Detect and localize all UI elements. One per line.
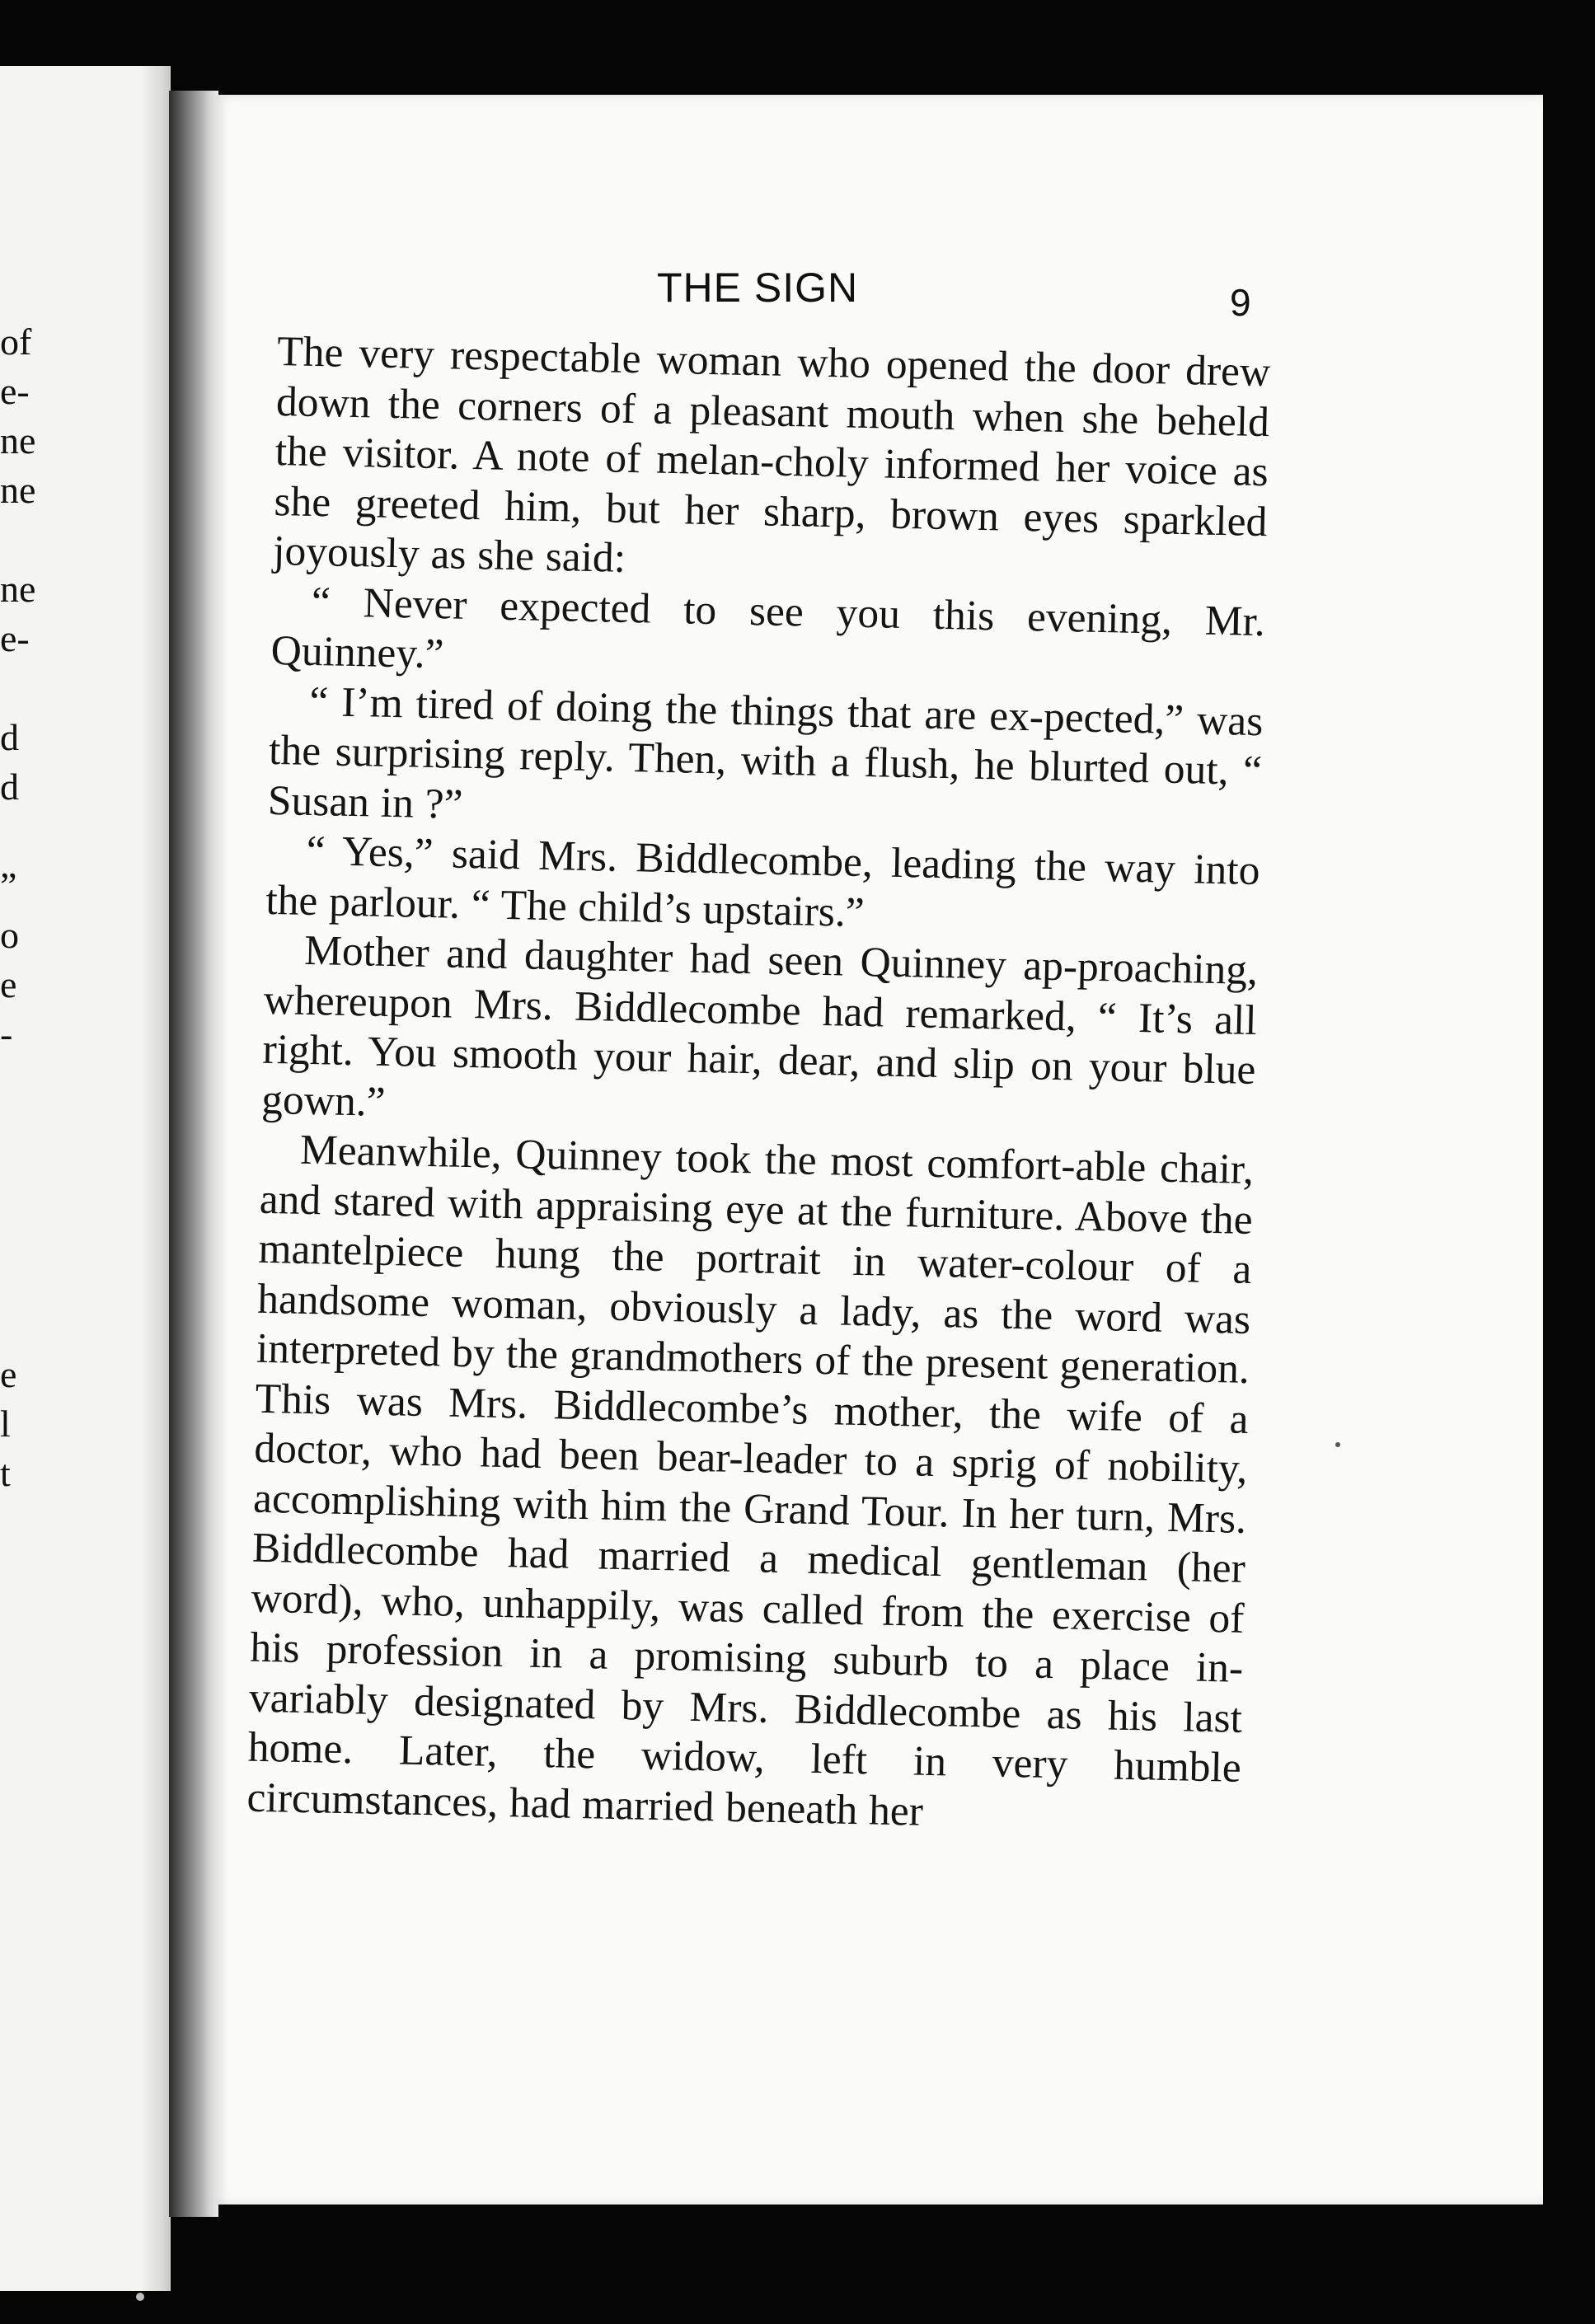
previous-page-fragment: e- [0, 370, 30, 412]
paragraph: Mother and daughter had seen Quinney ap-proaching, whereupon Mrs. Biddlecombe had remarked, “ It’s all right. You smooth your hair, dear, and slip on your blue gown.” [260, 926, 1259, 1126]
previous-page-fragment: ne [0, 568, 36, 610]
running-head: THE SIGN [657, 265, 859, 311]
scan-speck [136, 2293, 144, 2301]
paragraph: “ Yes,” said Mrs. Biddlecombe, leading the way into the parlour. “ The child’s upstairs.” [265, 827, 1261, 936]
previous-page-fragment: e- [0, 617, 30, 659]
page-number: 9 [1230, 281, 1251, 324]
previous-page-fragment: e [0, 963, 17, 1005]
previous-page-fragment: e [0, 1353, 17, 1395]
paragraph: “ Never expected to see you this evening, Mr. Quinney.” [270, 578, 1266, 678]
previous-page-edge [0, 66, 171, 2291]
previous-page-fragment: t [0, 1452, 11, 1494]
book-page [216, 95, 1543, 2205]
previous-page-fragment: o [0, 914, 19, 956]
previous-page-gutter-shadow [140, 66, 171, 2291]
paper-speck [1335, 1442, 1340, 1447]
previous-page-fragment: d [0, 766, 19, 808]
paragraph: The very respectable woman who opened the door drew down the corners of a pleasant mouth when she beheld the visitor. A note of melan-choly informed her voice as she greeted him, but her sharp, brown eyes sparkled joyously as she said: [272, 327, 1271, 582]
previous-page-fragment: - [0, 1013, 13, 1055]
page-body [246, 327, 1271, 1844]
previous-page-fragment: of [0, 321, 32, 363]
previous-page-fragment: ne [0, 419, 36, 462]
previous-page-fragment: ne [0, 469, 36, 511]
paragraph: “ I’m tired of doing the things that are ex-pected,” was the surprising reply. Then, with a flush, he blurted out, “ Susan in ?” [267, 677, 1264, 828]
previous-page-fragment: ” [0, 864, 17, 907]
page-header [216, 255, 1543, 324]
paragraph: Meanwhile, Quinney took the most comfort-able chair, and stared with appraising eye at the furniture. Above the mantelpiece hung the portrait in water-colour of a handsome woman, obviously a lady, as the word was interpreted by the grandmothers of the present generation. This was Mrs. Biddlecombe’s mother, the wife of a doctor, who had been bear-leader to a sprig of nobility, accomplishing with him the Grand Tour. In her turn, Mrs. Biddlecombe had married a medical gentleman (her word), who, unhappily, was called from the exercise of his profession in a promising suburb to a place in-variably designated by Mrs. Biddlecombe as his last home. Later, the widow, left in very humble circumstances, had married beneath her [246, 1126, 1255, 1835]
book-spine-shadow [169, 91, 218, 2217]
previous-page-fragment: l [0, 1403, 11, 1445]
previous-page-fragment: d [0, 716, 19, 758]
